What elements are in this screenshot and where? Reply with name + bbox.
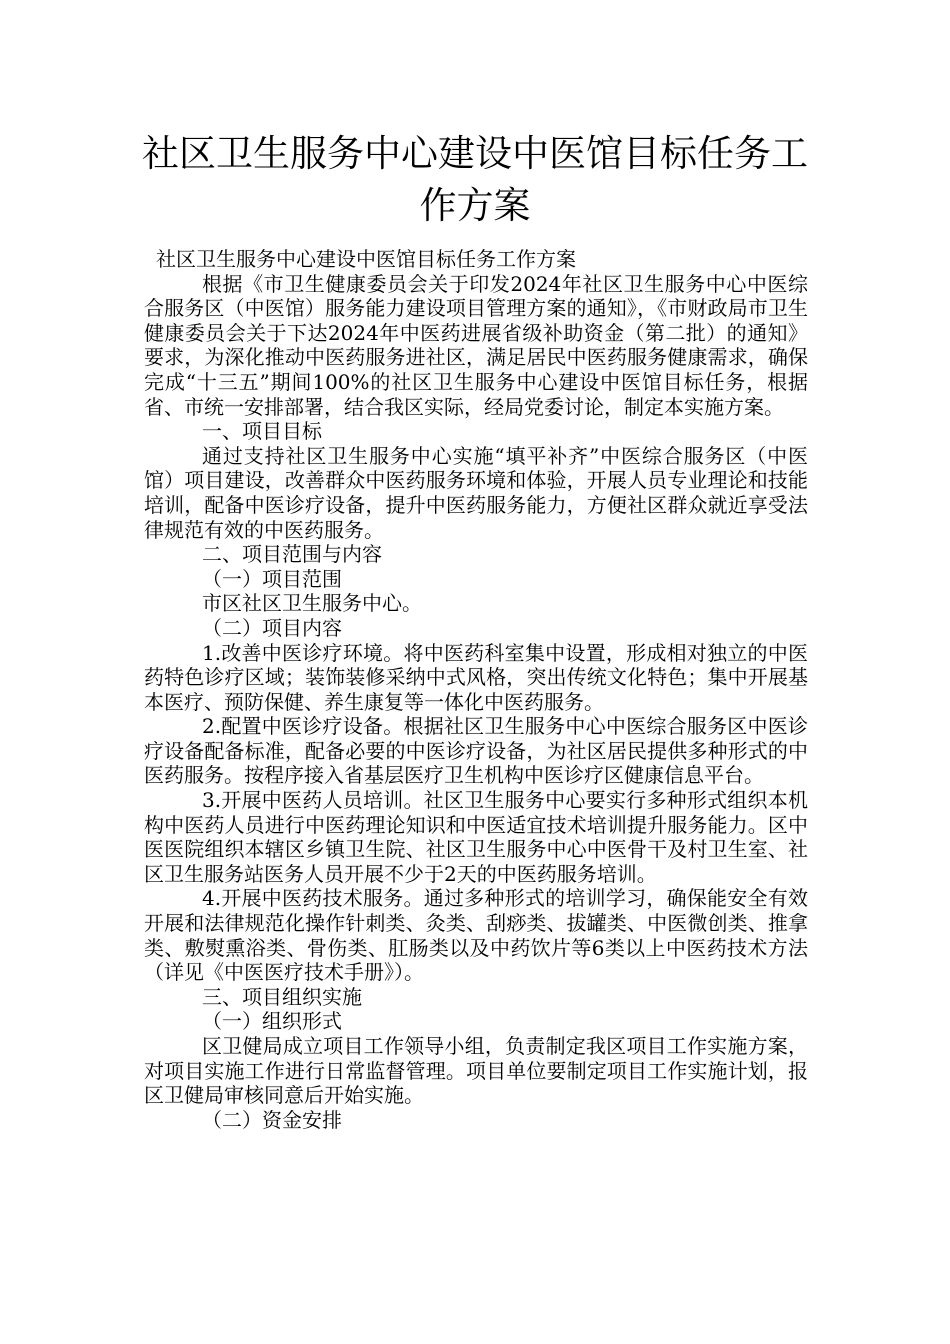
subsection-heading-organization: （一）组织形式: [202, 1009, 342, 1034]
paragraph-content-1: 1.改善中医诊疗环境。将中医药科室集中设置，形成相对独立的中医药特色诊疗区域；装饰装修采纳中式风格，突出传统文化特色；集中开展基本医疗、预防保健、养生康复等一体化中医药服务。: [144, 640, 808, 714]
paragraph-content-3: 3.开展中医药人员培训。社区卫生服务中心要实行多种形式组织本机构中医药人员进行中医药理论知识和中医适宜技术培训提升服务能力。区中医医院组织本辖区乡镇卫生院、社区卫生服务中心中医骨干及村卫生室、社区卫生服务站医务人员开展不少于2天的中医药服务培训。: [144, 788, 808, 886]
paragraph-content-2: 2.配置中医诊疗设备。根据社区卫生服务中心中医综合服务区中医诊疗设备配备标准，配备必要的中医诊疗设备，为社区居民提供多种形式的中医药服务。按程序接入省基层医疗卫生机构中医诊疗区健康信息平台。: [144, 714, 808, 788]
paragraph-content-4: 4.开展中医药技术服务。通过多种形式的培训学习，确保能安全有效开展和法律规范化操作针刺类、灸类、刮痧类、拔罐类、中医微创类、推拿类、敷熨熏浴类、骨伤类、肛肠类以及中药饮片等6类以上中医药技术方法（详见《中医医疗技术手册》）。: [144, 886, 808, 985]
paragraph-organization: 区卫健局成立项目工作领导小组，负责制定我区项目工作实施方案，对项目实施工作进行日常监督管理。项目单位要制定项目工作实施计划，报区卫健局审核同意后开始实施。: [144, 1034, 808, 1108]
document-subtitle: 社区卫生服务中心建设中医馆目标任务工作方案: [156, 247, 576, 271]
subsection-heading-funding: （二）资金安排: [202, 1107, 342, 1132]
section-heading-1: 一、项目目标: [202, 419, 322, 444]
subsection-heading-scope: （一）项目范围: [202, 566, 342, 591]
paragraph-intro: 根据《市卫生健康委员会关于印发2024年社区卫生服务中心中医综合服务区（中医馆）服务能力建设项目管理方案的通知》，《市财政局市卫生健康委员会关于下达2024年中医药进展省级补助资金（第二批）的通知》要求，为深化推动中医药服务进社区，满足居民中医药服务健康需求，确保完成“十三五”期间100%的社区卫生服务中心建设中医馆目标任务，根据省、市统一安排部署，结合我区实际，经局党委讨论，制定本实施方案。: [144, 271, 808, 419]
paragraph-goal: 通过支持社区卫生服务中心实施“填平补齐”中医综合服务区（中医馆）项目建设，改善群众中医药服务环境和体验，开展人员专业理论和技能培训，配备中医诊疗设备，提升中医药服务能力，方便社区群众就近享受法律规范有效的中医药服务。: [144, 443, 808, 542]
section-heading-3: 三、项目组织实施: [202, 984, 362, 1009]
subsection-heading-content: （二）项目内容: [202, 615, 342, 640]
paragraph-scope: 市区社区卫生服务中心。: [202, 591, 422, 616]
document-body: [144, 247, 808, 1132]
document-title: 社区卫生服务中心建设中医馆目标任务工作方案: [142, 132, 808, 227]
section-heading-2: 二、项目范围与内容: [202, 542, 382, 567]
